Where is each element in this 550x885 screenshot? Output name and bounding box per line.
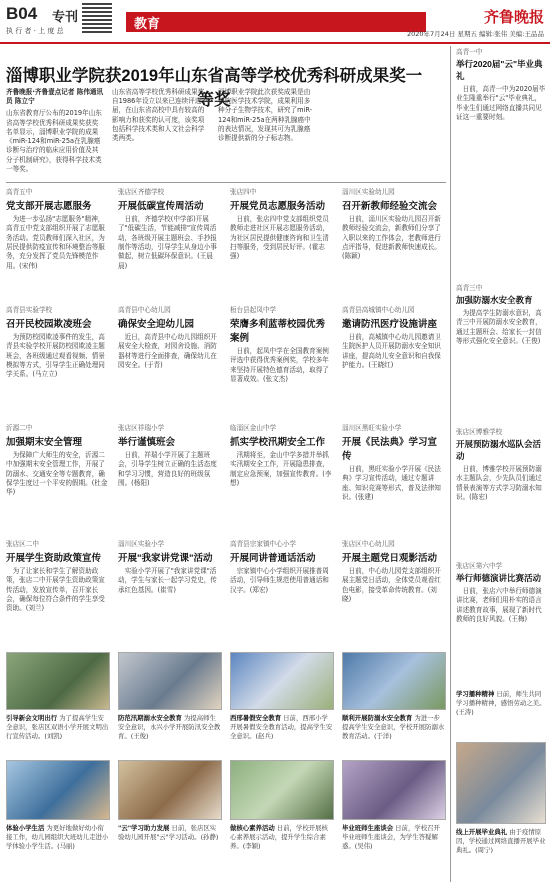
- article-body: 为保障广大师生的安全，沂源二中加强期末安全管理工作，开展了防溺水、交通安全等专题教育，确保学生度过一个平安的假期。(杜金华): [6, 450, 108, 497]
- caption-9: 毕业班师生座谈会 日前，学校召开毕业班师生座谈会，为学生答疑解惑。(吴伟): [342, 824, 440, 850]
- article-body: 为预防校园欺凌事件的发生，高青县实验学校开展防校园欺凌主题班会，各班级通过观看视频、情景模拟等方式，引导学生正确处理同学关系。(马立立): [6, 332, 105, 379]
- article-kicker: 高青一中: [456, 48, 483, 56]
- photo-kids: [6, 760, 110, 820]
- article-title: 开展学生资助政策宣传: [6, 552, 102, 564]
- article-8: [342, 306, 446, 416]
- lead-byline: 齐鲁晚报·齐鲁壹点记者 陈伟通讯员 陈立宁: [6, 88, 104, 106]
- section-band-label: 教育: [134, 16, 161, 31]
- photo-graduates: [342, 760, 446, 820]
- photo-activity: [230, 652, 334, 710]
- caption-5: 学习播种精神 日前，师生共同学习播种精神，感悟劳动之美。(王涛): [456, 690, 546, 716]
- article-2: [118, 188, 222, 300]
- caption-6: 体验小学生活 为更好地做好幼小衔接工作，幼儿园组织大班幼儿走进小学体验小学生活。(马丽): [6, 824, 109, 850]
- article-title: 邀请防汛医疗设施讲座: [342, 318, 438, 330]
- article-kicker: 张店区齐德学校: [118, 188, 165, 196]
- article-title: 开展低碳宣传周活动: [118, 200, 204, 212]
- article-title: 开展党员志愿服务活动: [230, 200, 326, 212]
- article-7: [230, 306, 334, 416]
- article-16: [342, 540, 446, 646]
- caption-8: 做核心素养活动 日前，学校开展核心素养展示活动，提升学生综合素养。(李颖): [230, 824, 328, 850]
- article-kicker: 张店区博雅学校: [456, 428, 503, 436]
- article-kicker: 张店区二中: [6, 540, 39, 548]
- article-kicker: 高青县高城镇中心幼儿园: [342, 306, 415, 314]
- article-19: [456, 428, 546, 558]
- article-kicker: 高青三中: [456, 284, 483, 292]
- article-18: [456, 284, 546, 424]
- article-title: 开展《民法典》学习宣传: [342, 436, 438, 462]
- article-body: 日前，淄川区实验幼儿园召开新教师经验交流会，新教师们分享了入职以来的工作体会，老教师进行点评指导，促进新教师快速成长。(陈颖): [342, 214, 441, 261]
- article-6: [118, 306, 222, 416]
- article-1: [6, 188, 110, 300]
- article-title: 举行2020届"云"毕业典礼: [456, 58, 543, 81]
- article-kicker: 临淄区金山中学: [230, 424, 277, 432]
- article-9: [6, 424, 110, 532]
- article-title: 确保安全迎幼儿园: [118, 318, 195, 330]
- article-title: 荣膺多利蓝蒂校园优秀案例: [230, 318, 326, 344]
- article-kicker: 高青县实验学校: [6, 306, 53, 314]
- article-4: [342, 188, 446, 300]
- photo-classroom: [118, 652, 222, 710]
- photo-ceremony: [456, 742, 546, 824]
- caption-2: 防范汛期溺水安全教育 为提高师生安全意识，永兴小学开展防汛安全教育。(王俊): [118, 714, 221, 740]
- article-title: 开展预防溺水巡队会活动: [456, 438, 542, 461]
- article-kicker: 张店区祥瑞小学: [118, 424, 165, 432]
- article-body: 近日，高青县中心幼儿园组织开展安全大检查，对园舍设施、消防器材等进行全面排查，确保幼儿在园安全。(于青): [118, 332, 217, 369]
- article-body: 日前，起凤中学在全国教育案例评选中获得优秀案例奖，学校多年来坚持开展特色德育活动，取得了显著成效。(张文杰): [230, 346, 329, 383]
- article-5: [6, 306, 110, 416]
- photo-literacy: [230, 760, 334, 820]
- article-kicker: 张店区第六中学: [456, 562, 503, 570]
- photo-online: [118, 760, 222, 820]
- column-divider: [450, 46, 451, 882]
- article-12: [342, 424, 446, 532]
- article-kicker: 沂源二中: [6, 424, 33, 432]
- article-title: 开展主题党日观影活动: [342, 552, 438, 564]
- article-10: [118, 424, 222, 532]
- article-title: 召开民校园欺凌班会: [6, 318, 92, 330]
- article-11: [230, 424, 334, 532]
- article-15: [230, 540, 334, 646]
- qr-code-icon: [82, 3, 112, 33]
- article-14: [118, 540, 222, 646]
- article-17: [456, 48, 546, 278]
- article-title: 抓实学校汛期安全工作: [230, 436, 326, 448]
- article-title: 开展"我家讲党课"活动: [118, 552, 213, 564]
- article-body: 日前，祥瑞小学开展了主题班会，引导学生树立正确的生活态度和学习习惯，营造良好的班级氛围。(杨阳): [118, 450, 217, 487]
- article-kicker: 淄川区黑旺实验小学: [342, 424, 402, 432]
- article-body: 日前，博雅学校开展预防溺水主题队会，少先队员们通过情景表演等方式学习防溺水知识。(陈宏): [456, 464, 542, 501]
- article-body: 日前，黑旺实验小学开展《民法典》学习宣传活动，通过专题讲座、知识竞赛等形式，普及法律知识。(张建): [342, 464, 441, 501]
- article-body: 日前，高青一中为2020届毕业生隆重举行"云"毕业典礼，毕业生们通过网络直播共同见证这一重要时刻。: [456, 84, 546, 121]
- article-kicker: 高青五中: [6, 188, 33, 196]
- caption-4: 顺利开展防溺水安全教育 为进一步提高学生安全意识，学校开展防溺水教育活动。(于洋): [342, 714, 445, 740]
- article-kicker: 高青县中心幼儿园: [118, 306, 171, 314]
- caption-1: 引导新会文明出行 为了提高学生安全意识，张店区双语小学开展文明出行宣传活动。(刘凯): [6, 714, 109, 740]
- divider: [6, 182, 446, 183]
- lead-body: 山东省教育厅公布的2019年山东省高等学校优秀科研成果奖获奖名单显示，淄博职业学院的成果《miR-124和miR-25a在乳腺癌诊断与治疗的临床应用价值及其分子机制研究》，获得科学技术类一等奖。: [6, 109, 102, 173]
- caption-3: 西邢暑假安全教育 日前，西邢小学开展暑假安全教育活动，提高学生安全意识。(赵兵): [230, 714, 333, 740]
- lead-body-3: 淄博职业学院此次获奖成果是由该院医学技术学院，成果利用多种分子生物学技术，研究了miR-124和miR-25a在两种乳腺癌中的表达情况，发现其可为乳腺癌诊断提供新的分子标志物。: [218, 88, 313, 143]
- article-body: 为进一步弘扬"志愿服务"精神，高青五中党支部组织开展了志愿服务活动。党员教师们深入社区，为居民提供防疫宣传和环境整治等服务，充分发挥了党员先锋模范作用。(宋伟): [6, 214, 105, 270]
- article-body: 为了让家长和学生了解资助政策，张店二中开展学生资助政策宣传活动，发放宣传单，召开家长会，确保每位符合条件的学生享受资助。(刘兰): [6, 566, 105, 613]
- article-body: 日前，高城镇中心幼儿园邀请卫生院医护人员开展防溺水安全知识讲座，提高幼儿安全意识和自我保护能力。(王晓红): [342, 332, 441, 369]
- article-kicker: 张店区中心幼儿园: [342, 540, 395, 548]
- article-title: 举行谨慎班会: [118, 436, 176, 448]
- section-band: [126, 12, 426, 32]
- article-title: 加强期末安全管理: [6, 436, 83, 448]
- photo-students: [6, 652, 110, 710]
- article-3: [230, 188, 334, 300]
- article-body: 实验小学开展了"我家讲党课"活动，学生与家长一起学习党史，传承红色基因。(崔雪): [118, 566, 217, 594]
- lead-body-2: 山东省高等学校优秀科研成果奖自1986年设立以来已连续评选34届，在山东省高校中具有较高的影响力和获奖的认可度，该奖项包括科学技术类和人文社会科学类两类。: [112, 88, 210, 143]
- article-title: 开展同讲普通话活动: [230, 552, 316, 564]
- article-20: [456, 562, 546, 688]
- lead-col-3: [218, 88, 316, 176]
- newspaper-logo: 齐鲁晚报: [483, 10, 544, 26]
- article-kicker: 高青县宗家镇中心小学: [230, 540, 296, 548]
- main-headline: 淄博职业学院获2019年山东省高等学校优秀科研成果奖一等奖: [5, 67, 423, 109]
- dateline: 2020年7月24日 星期五 编辑:张伟 美编:王品品: [406, 30, 544, 38]
- article-kicker: 淄川区实验幼儿园: [342, 188, 395, 196]
- lead-col-2: [112, 88, 210, 176]
- article-kicker: 张店四中: [230, 188, 257, 196]
- article-body: 日前，张店四中党支部组织党员教师走进社区开展志愿服务活动，为社区居民提供健康咨询和卫生清扫等服务，受到居民好评。(霍志强): [230, 214, 329, 261]
- article-body: 汛期将至，金山中学多措并举抓实汛期安全工作，开展隐患排查，制定应急预案，加强宣传教育。(李想): [230, 450, 332, 487]
- article-body: 日前，中心幼儿园党支部组织开展主题党日活动，全体党员观看红色电影，接受革命传统教育。(刘晓): [342, 566, 441, 603]
- article-kicker: 淄川区实验小学: [118, 540, 165, 548]
- article-title: 召开新教师经验交流会: [342, 200, 438, 212]
- article-body: 宗家镇中心小学组织开展推普周活动，引导师生规范使用普通话和汉字。(郑宏): [230, 566, 329, 594]
- editors-line: 执 行 者 · 上 度 总: [6, 27, 64, 35]
- article-title: 党支部开展志愿服务: [6, 200, 92, 212]
- section-name: 专刊: [52, 9, 79, 24]
- caption-10: 线上开展毕业典礼 由于疫情原因，学校通过网络直播开展毕业典礼。(周宁): [456, 828, 546, 854]
- caption-7: "云"学习助力发展 日前，张店区实验幼儿园开展"云"学习活动。(孙静): [118, 824, 219, 841]
- article-kicker: 桓台县起凤中学: [230, 306, 277, 314]
- page-header: [0, 0, 550, 44]
- article-13: [6, 540, 110, 646]
- page-number: B04: [6, 4, 38, 23]
- article-title: 举行师德演讲比赛活动: [456, 572, 542, 583]
- article-body: 为提高学生防溺水意识，高青三中开展防溺水安全教育，通过主题班会、给家长一封信等形式强化安全意识。(王俊): [456, 308, 542, 345]
- photo-safety: [342, 652, 446, 710]
- article-body: 日前，齐德学校(中学部)开展了"低碳生活，节能减排"宣传周活动，各班级开展主题班会、手抄报制作等活动，引导学生从身边小事做起，树立低碳环保意识。(王晨晨): [118, 214, 217, 270]
- lead-col-1: [6, 88, 104, 176]
- article-body: 日前，张店六中举行师德演讲比赛，老师们用朴实的语言讲述教育故事，展现了新时代教师的良好风貌。(王梅): [456, 586, 542, 623]
- article-title: 加强防溺水安全教育: [456, 294, 533, 305]
